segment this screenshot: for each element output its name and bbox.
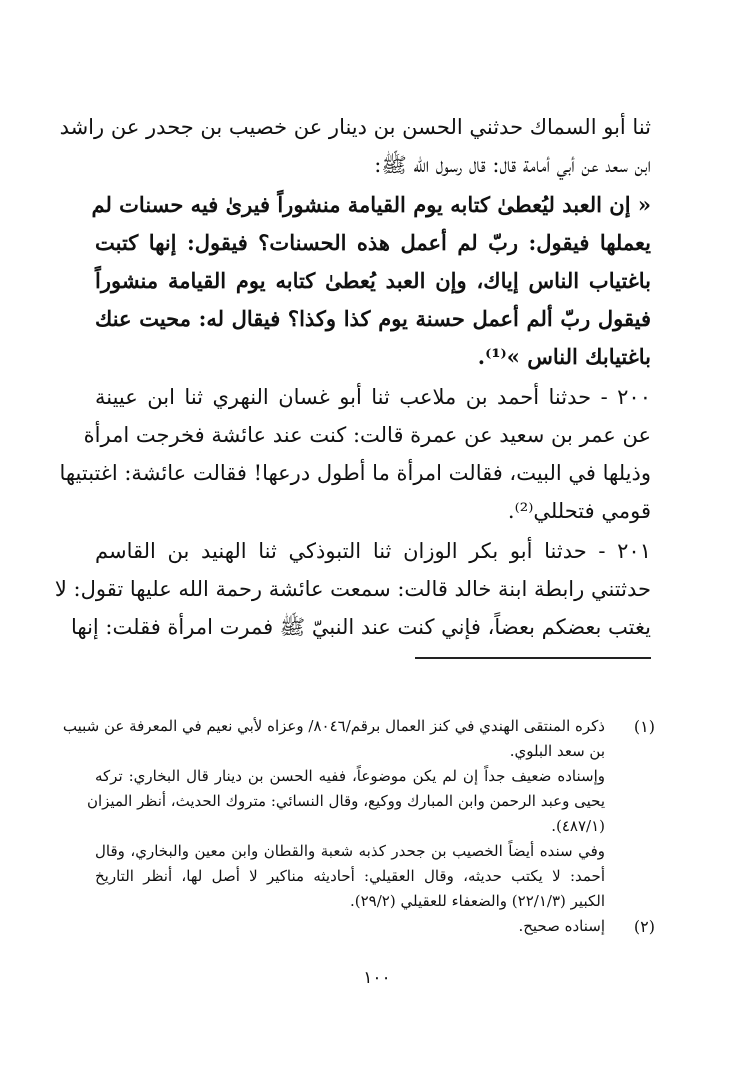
page-number: ١٠٠ <box>363 968 391 988</box>
footnotes <box>62 714 655 939</box>
footnote-line: إسناده صحيح. <box>518 917 605 935</box>
hadith-line: فيقول ربّ ألم أعمل حسنة يوم كذا وكذا؟ فيقال له: محيت عنك <box>95 306 651 331</box>
paragraph-201-line: يغتب بعضكم بعضاً، فإني كنت عند النبيّ ﷺ فمرت امرأة فقلت: إنها <box>70 615 651 639</box>
footnote-number: (٢) <box>633 917 655 936</box>
footnote-line: ذكره المنتقى الهندي في كنز العمال برقم/٨٠٤٦/ وعزاه لأبي نعيم في المعرفة عن شبيب <box>62 717 605 735</box>
isnad-line: ابن سعد عن أبي أمامة قال: قال رسول الله ﷺ: <box>374 153 651 177</box>
footnote-line: بن سعد البلوي. <box>509 742 605 760</box>
main-text <box>54 108 651 646</box>
hadith-line: « إن العبد ليُعطىٰ كتابه يوم القيامة منشوراً فيرىٰ فيه حسنات لم <box>91 192 651 217</box>
footnote-line: (٤٨٧/١). <box>551 817 605 835</box>
footnote-2 <box>95 914 655 939</box>
footnote-line: يحيى وعبد الرحمن وابن المبارك ووكيع، وقال النسائي: متروك الحديث، أنظر الميزان <box>86 792 605 810</box>
paragraph-201-line: حدثتني رابطة ابنة خالد قالت: سمعت عائشة رحمة الله عليها تقول: لا <box>54 577 651 601</box>
paragraph-200-line: وذيلها في البيت، فقالت امرأة ما أطول درعها! فقالت عائشة: اغتبتيها <box>59 461 651 485</box>
footnote-1 <box>62 714 655 914</box>
hadith-line: يعملها فيقول: ربّ لم أعمل هذه الحسنات؟ فيقول: إنها كتبت <box>95 230 651 255</box>
paragraph-201-line: ٢٠١ - حدثنا أبو بكر الوزان ثنا التبوذكي ثنا الهنيد بن القاسم <box>95 539 651 563</box>
footnote-number: (١) <box>633 717 655 736</box>
paragraph-200-line: قومي فتحللي⁽²⁾. <box>507 499 651 523</box>
footnote-line: الكبير (٢٢/١/٣) والضعفاء للعقيلي (٢٩/٢). <box>350 892 605 910</box>
footnote-line: أحمد: لا يكتب حديثه، وقال العقيلي: أحاديثه مناكير لا أصل لها، أنظر التاريخ <box>95 867 605 885</box>
hadith-line: باغتياب الناس إياك، وإن العبد يُعطىٰ كتابه يوم القيامة منشوراً <box>95 268 651 293</box>
footnote-separator <box>415 657 651 659</box>
isnad-line: ثنا أبو السماك حدثني الحسن بن دينار عن خصيب بن جحدر عن راشد <box>59 115 651 139</box>
paragraph-200-line: ٢٠٠ - حدثنا أحمد بن ملاعب ثنا أبو غسان النهري ثنا ابن عيينة <box>95 385 651 409</box>
footnote-line: وفي سنده أيضاً الخصيب بن جحدر كذبه شعبة والقطان وابن معين والبخاري، وقال <box>95 842 605 860</box>
footnote-line: وإسناده ضعيف جداً إن لم يكن موضوعاً، ففيه الحسن بن دينار قال البخاري: تركه <box>95 767 605 785</box>
paragraph-200-line: عن عمر بن سعيد عن عمرة قالت: كنت عند عائشة فخرجت امرأة <box>83 423 651 447</box>
hadith-line: باغتيابك الناس »⁽¹⁾. <box>477 344 651 369</box>
